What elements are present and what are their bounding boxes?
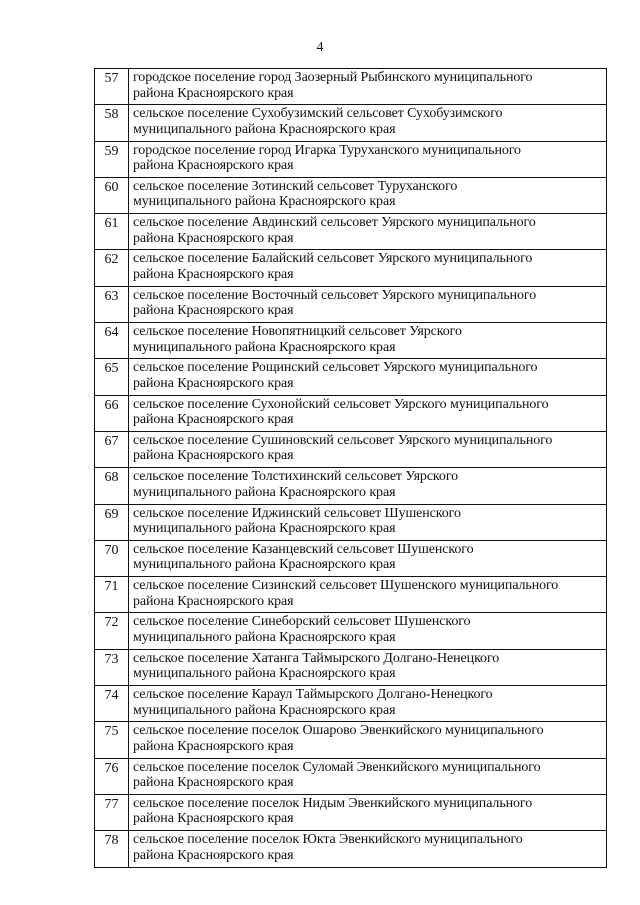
settlement-name	[129, 105, 607, 141]
settlement-name-line-1: сельское поселение Сухонойский сельсовет Уярского муниципального	[133, 396, 549, 412]
table-row	[95, 686, 607, 722]
settlement-name-line-2: района Красноярского края	[133, 375, 294, 391]
settlement-name-line-2: муниципального района Красноярского края	[133, 521, 396, 537]
settlement-name-line-1: сельское поселение Авдинский сельсовет Уярского муниципального	[133, 215, 536, 231]
row-number: 66	[95, 395, 129, 431]
settlement-name-line-2: района Красноярского края	[133, 303, 294, 319]
settlement-name-line-2: района Красноярского края	[133, 158, 294, 174]
settlement-name-line-1: сельское поселение Балайский сельсовет Уярского муниципального	[133, 251, 533, 267]
settlement-name-line-2: муниципального района Красноярского края	[133, 484, 396, 500]
row-number: 74	[95, 686, 129, 722]
settlement-name-line-1: сельское поселение поселок Юкта Эвенкийского муниципального	[133, 832, 523, 848]
row-number: 58	[95, 105, 129, 141]
settlement-name-line-2: района Красноярского края	[133, 412, 294, 428]
settlement-name	[129, 722, 607, 758]
settlement-name-line-1: сельское поселение Казанцевский сельсовет Шушенского	[133, 541, 474, 557]
table-row	[95, 323, 607, 359]
table-row	[95, 214, 607, 250]
settlement-name	[129, 613, 607, 649]
row-number: 57	[95, 69, 129, 105]
row-number: 61	[95, 214, 129, 250]
settlement-name	[129, 649, 607, 685]
settlement-name	[129, 758, 607, 794]
settlement-name-line-1: городское поселение город Заозерный Рыбинского муниципального	[133, 70, 533, 85]
settlement-name-line-2: района Красноярского края	[133, 811, 294, 827]
settlement-name	[129, 323, 607, 359]
settlement-name	[129, 686, 607, 722]
settlement-name-line-1: сельское поселение поселок Суломай Эвенкийского муниципального	[133, 759, 541, 775]
table-row	[95, 250, 607, 286]
settlement-name-line-1: сельское поселение Сухобузимский сельсовет Сухобузимского	[133, 106, 503, 122]
table-row	[95, 540, 607, 576]
settlement-name-line-2: района Красноярского края	[133, 266, 294, 282]
settlement-name	[129, 395, 607, 431]
settlement-name-line-1: сельское поселение Иджинский сельсовет Шушенского	[133, 505, 461, 521]
settlement-name-line-1: сельское поселение Сушиновский сельсовет Уярского муниципального	[133, 432, 553, 448]
row-number: 69	[95, 504, 129, 540]
settlement-name	[129, 177, 607, 213]
settlements-table	[94, 68, 607, 868]
settlement-name-line-1: сельское поселение поселок Ошарово Эвенкийского муниципального	[133, 723, 544, 739]
settlement-name	[129, 214, 607, 250]
table-row	[95, 395, 607, 431]
row-number: 65	[95, 359, 129, 395]
row-number: 78	[95, 831, 129, 867]
row-number: 70	[95, 540, 129, 576]
table-row	[95, 69, 607, 105]
table-row	[95, 613, 607, 649]
table-row	[95, 794, 607, 830]
settlement-name-line-1: сельское поселение Рощинский сельсовет Уярского муниципального	[133, 360, 538, 376]
row-number: 59	[95, 141, 129, 177]
settlement-name-line-2: района Красноярского края	[133, 847, 294, 863]
settlement-name-line-2: муниципального района Красноярского края	[133, 557, 396, 573]
settlement-name-line-2: муниципального района Красноярского края	[133, 629, 396, 645]
settlement-name	[129, 794, 607, 830]
settlement-name-line-2: района Красноярского края	[133, 738, 294, 754]
settlement-name	[129, 141, 607, 177]
settlement-name-line-2: муниципального района Красноярского края	[133, 666, 396, 682]
settlement-name	[129, 468, 607, 504]
table-row	[95, 468, 607, 504]
settlement-name-line-2: муниципального района Красноярского края	[133, 194, 396, 210]
settlement-name	[129, 431, 607, 467]
settlement-name-line-2: района Красноярского края	[133, 85, 294, 101]
table-row	[95, 722, 607, 758]
row-number: 72	[95, 613, 129, 649]
settlement-name	[129, 540, 607, 576]
table-row	[95, 286, 607, 322]
settlement-name	[129, 286, 607, 322]
row-number: 76	[95, 758, 129, 794]
settlement-name	[129, 359, 607, 395]
settlement-name-line-2: района Красноярского края	[133, 230, 294, 246]
table-row	[95, 758, 607, 794]
row-number: 73	[95, 649, 129, 685]
settlement-name-line-2: муниципального района Красноярского края	[133, 121, 396, 137]
settlement-name-line-1: сельское поселение Зотинский сельсовет Туруханского	[133, 178, 458, 194]
table-row	[95, 141, 607, 177]
table-row	[95, 359, 607, 395]
settlement-name-line-1: сельское поселение Сизинский сельсовет Шушенского муниципального	[133, 578, 559, 594]
table-body	[95, 69, 607, 868]
settlement-name-line-1: городское поселение город Игарка Туруханского муниципального	[133, 142, 521, 158]
settlement-name	[129, 69, 607, 105]
settlement-name-line-1: сельское поселение Хатанга Таймырского Долгано-Ненецкого	[133, 650, 500, 666]
table-row	[95, 577, 607, 613]
settlement-name-line-1: сельское поселение Восточный сельсовет Уярского муниципального	[133, 287, 537, 303]
table-row	[95, 105, 607, 141]
row-number: 67	[95, 431, 129, 467]
row-number: 62	[95, 250, 129, 286]
table-row	[95, 431, 607, 467]
row-number: 64	[95, 323, 129, 359]
table-row	[95, 831, 607, 867]
settlement-name-line-1: сельское поселение поселок Нидым Эвенкийского муниципального	[133, 795, 533, 811]
settlement-name-line-2: района Красноярского края	[133, 593, 294, 609]
settlement-name-line-2: муниципального района Красноярского края	[133, 702, 396, 718]
row-number: 63	[95, 286, 129, 322]
row-number: 71	[95, 577, 129, 613]
page-number: 4	[316, 40, 324, 55]
settlement-name-line-1: сельское поселение Синеборский сельсовет Шушенского	[133, 614, 471, 630]
table-row	[95, 504, 607, 540]
settlement-name-line-1: сельское поселение Караул Таймырского Долгано-Ненецкого	[133, 687, 493, 703]
settlement-name-line-2: района Красноярского края	[133, 448, 294, 464]
row-number: 77	[95, 794, 129, 830]
settlement-name-line-2: района Красноярского края	[133, 775, 294, 791]
row-number: 60	[95, 177, 129, 213]
row-number: 75	[95, 722, 129, 758]
settlement-name-line-1: сельское поселение Новопятницкий сельсовет Уярского	[133, 324, 462, 340]
table-row	[95, 177, 607, 213]
settlement-name-line-1: сельское поселение Толстихинский сельсовет Уярского	[133, 469, 459, 485]
settlement-name	[129, 831, 607, 867]
row-number: 68	[95, 468, 129, 504]
settlement-name	[129, 504, 607, 540]
settlement-name-line-2: муниципального района Красноярского края	[133, 339, 396, 355]
settlement-name	[129, 577, 607, 613]
settlement-name	[129, 250, 607, 286]
table-row	[95, 649, 607, 685]
